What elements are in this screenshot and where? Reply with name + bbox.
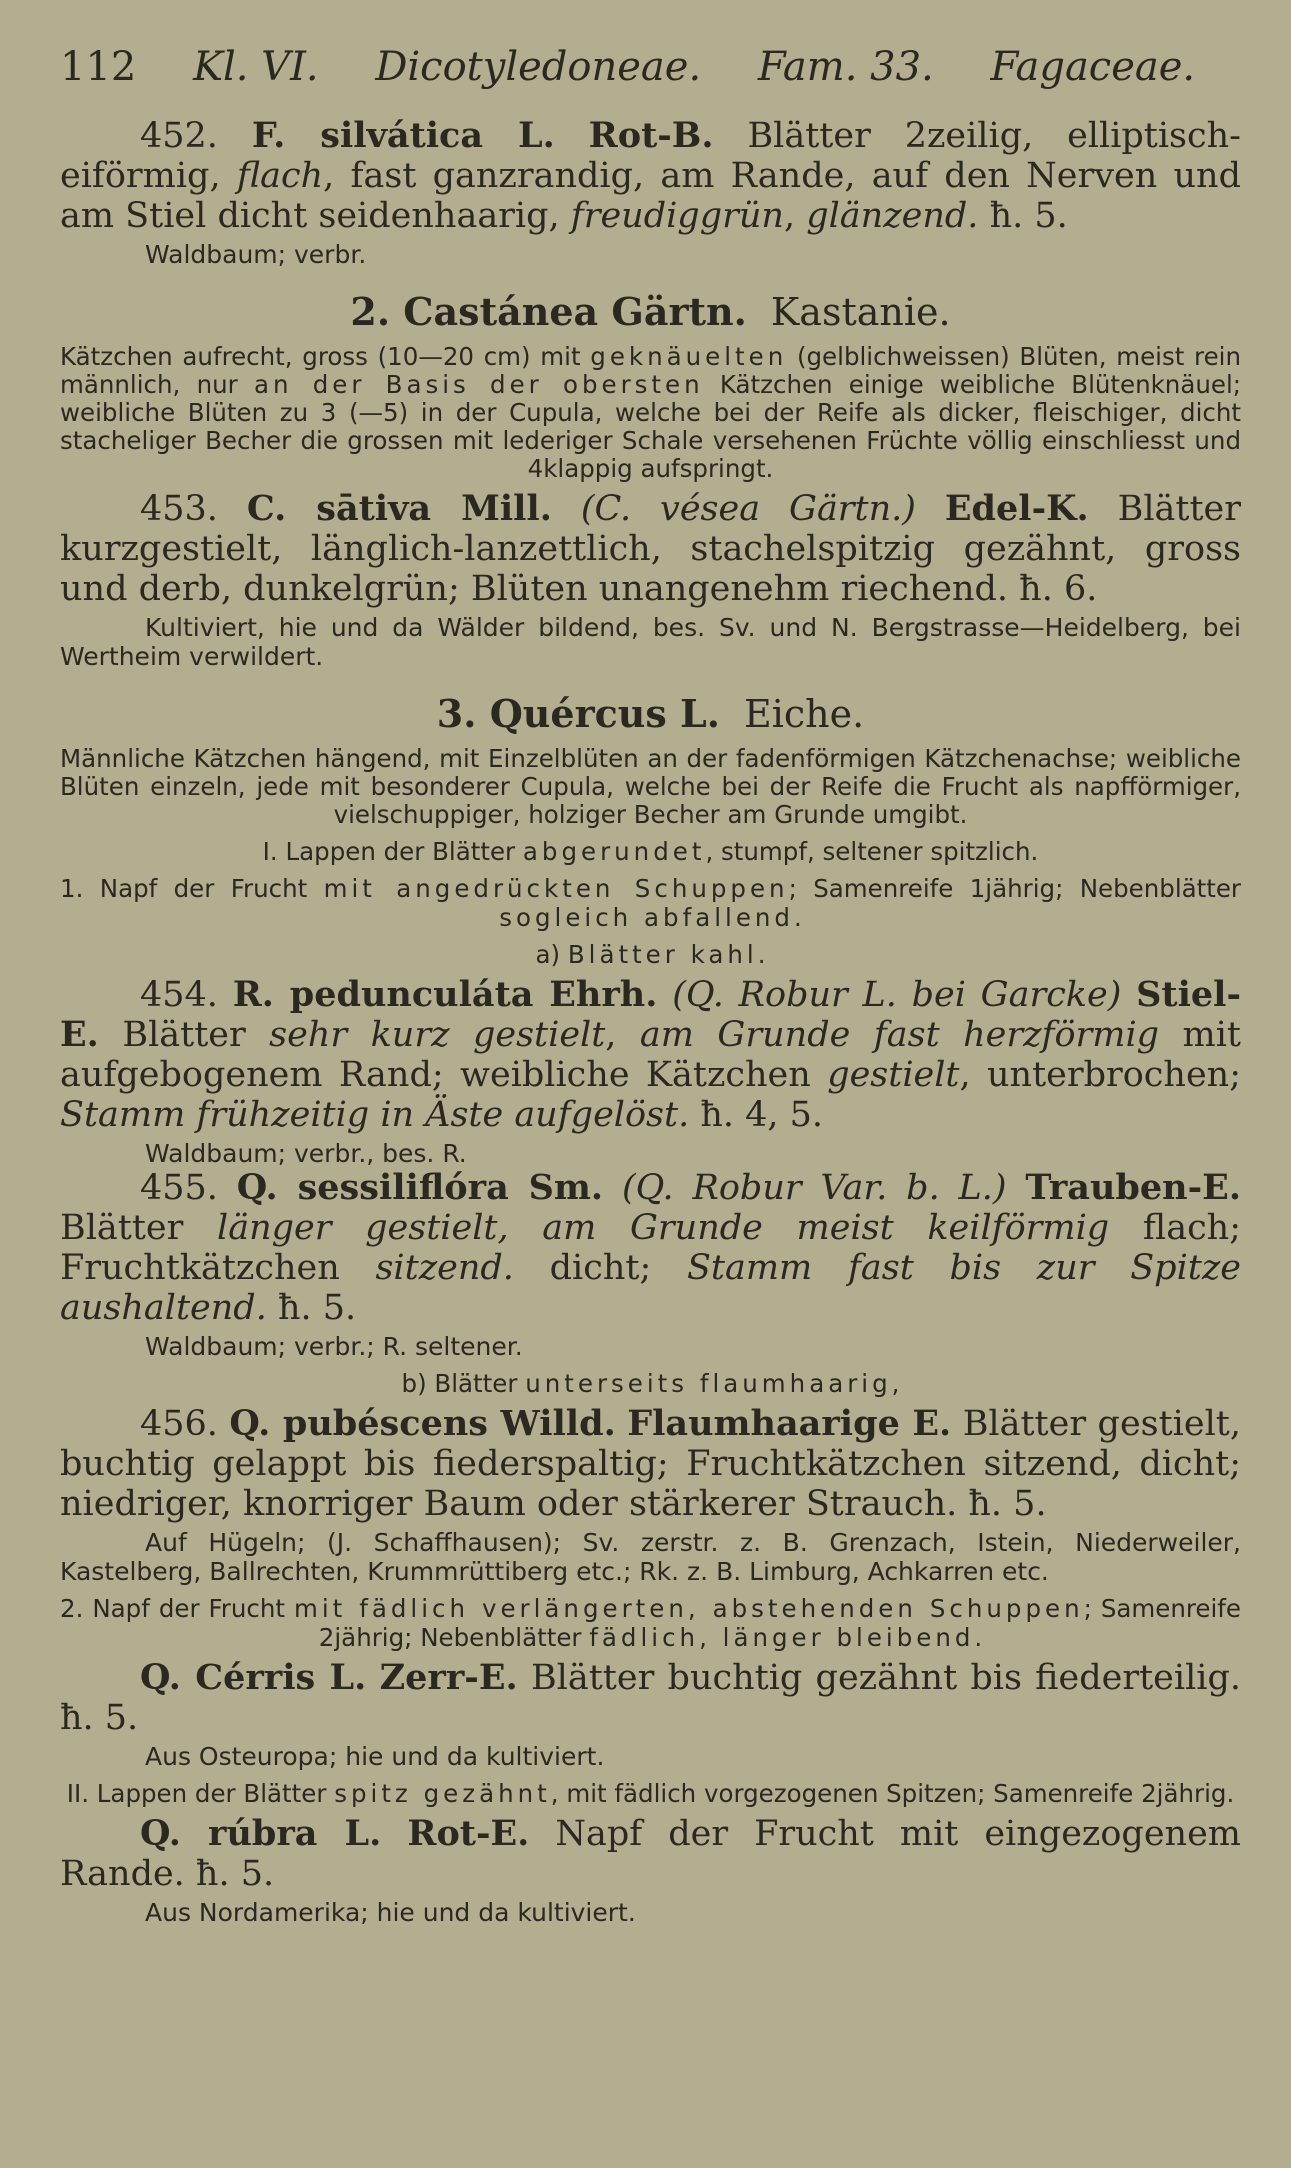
description-italic: Stamm fast bis zur Spitze aushaltend. (60, 1248, 1242, 1328)
habitat-note: Waldbaum; verbr., bes. R. (145, 1139, 467, 1168)
genus-common-name: Eiche. (743, 692, 865, 736)
common-name: Zerr-E. (379, 1657, 518, 1698)
description-text: Blätter (98, 1015, 270, 1055)
spaced-emphasis: geknäuelten (590, 342, 788, 371)
habitat-note: Aus Nordamerika; hie und da kultiviert. (145, 1898, 636, 1927)
genus-heading-quercus (60, 689, 1241, 739)
species-name: C. sātiva Mill. (246, 488, 552, 529)
habitat-note: Kultiviert, hie und da Wälder bildend, bes. Sv. und N. Bergstrasse—Heidelberg, bei Wertheim verwildert. (60, 613, 1241, 671)
habitat-note: Aus Osteuropa; hie und da kultiviert. (145, 1742, 605, 1771)
species-name: Q. pubéscens Willd. (229, 1403, 616, 1444)
header-group: Dicotyledoneae. (375, 44, 702, 90)
description-text: Napf der Frucht mit eingezogenem Rande. ħ. 5. (60, 1814, 1241, 1894)
species-number: 452. (140, 116, 218, 156)
description-text: , unterbrochen; (959, 1055, 1241, 1095)
key-heading-a (60, 940, 1241, 969)
description-text: Blätter gestielt, buchtig gelappt bis fiederspaltig; Fruchtkätzchen sitzend, dicht; niedriger, knorriger Baum oder stärkerer Strauch. ħ. 5. (60, 1404, 1241, 1524)
species-number: 456. (140, 1404, 218, 1444)
spaced-emphasis: an der Basis der obersten (253, 370, 704, 399)
synonym: (C. vésea Gärtn.) (580, 489, 916, 529)
common-name: Edel-K. (944, 488, 1089, 529)
key-text: . (757, 940, 766, 969)
description-text: Blätter kurzgestielt, länglich-lanzettlich, stachelspitzig gezähnt, gross und derb, dunkelgrün; Blüten unangenehm riechend. ħ. 6. (60, 489, 1241, 609)
spaced-emphasis: unterseits flaumhaarig (525, 1369, 892, 1398)
common-name: Trauben-E. (1025, 1167, 1241, 1208)
species-name: F. silvática L. (251, 115, 555, 156)
genus-description (60, 343, 1241, 483)
key-text: , mit fädlich vorgezogenen Spitzen; Samenreife 2jährig. (550, 1779, 1235, 1808)
common-name: Stiel-E. (60, 974, 1241, 1055)
spaced-emphasis: mit fädlich verlängerten, abstehenden Schuppen (293, 1594, 1084, 1623)
key-text: . (974, 1623, 983, 1652)
header-klasse: Kl. VI. (193, 44, 319, 90)
key-text: I. Lappen der Blätter (262, 837, 523, 866)
key-text: II. Lappen der Blätter (66, 1779, 335, 1808)
description-text: Blätter 2zeilig, elliptisch-eiförmig, (60, 116, 1241, 196)
species-name: Q. Cérris L. (140, 1657, 367, 1698)
genus-name: 3. Quércus L. (436, 691, 720, 736)
species-number: 453. (140, 489, 218, 529)
species-entry-456 (60, 1404, 1241, 1524)
key-text: a) (535, 940, 568, 969)
species-number: 454. (140, 975, 218, 1015)
header-family-name: Fagaceae. (990, 44, 1196, 90)
species-name: Q. sessiliflóra Sm. (236, 1167, 604, 1208)
description-text: flach; Fruchtkätzchen (60, 1208, 1242, 1288)
description-italic: länger gestielt, am Grunde meist keilförmig (217, 1208, 1110, 1248)
spaced-emphasis: sogleich abfallend (499, 903, 794, 932)
habitat-note: Waldbaum; verbr.; R. seltener. (145, 1332, 523, 1361)
key-text: 1. Napf der Frucht (60, 874, 324, 903)
description-text: mit aufgebogenem Rand; weibliche Kätzchen (60, 1015, 1241, 1095)
description-italic: gestielt (827, 1055, 960, 1095)
description-italic: Stamm frühzeitig in Äste aufgelöst. (60, 1095, 690, 1135)
species-number: 455. (140, 1168, 218, 1208)
species-name: R. pedunculáta Ehrh. (232, 974, 658, 1015)
description-italic: glänzend. (806, 196, 979, 236)
description-text: ħ. 5. (978, 196, 1068, 236)
key-text: , (891, 1369, 900, 1398)
species-entry-455 (60, 1168, 1241, 1328)
page-number: 112 (60, 44, 137, 90)
description-text: Kätzchen aufrecht, gross (10—20 cm) mit (60, 342, 591, 371)
key-heading-1 (60, 874, 1241, 932)
species-entry-rubra (60, 1814, 1241, 1894)
header-familie: Fam. 33. (757, 44, 934, 90)
description-text: Blätter (60, 1208, 218, 1248)
common-name: Rot-E. (407, 1813, 530, 1854)
description-italic: freudiggrün (570, 196, 784, 236)
description-text: ħ. 5. (266, 1288, 357, 1328)
spaced-emphasis: mit angedrückten Schuppen (323, 874, 789, 903)
key-text: . (793, 903, 802, 932)
habitat-note: Waldbaum; verbr. (145, 240, 367, 269)
key-text: 2. Napf der Frucht (60, 1594, 294, 1623)
species-entry-cerris (60, 1658, 1241, 1738)
key-text: b) Blätter (401, 1369, 526, 1398)
description-text: ħ. 4, 5. (689, 1095, 824, 1135)
genus-heading-castanea (60, 287, 1241, 337)
genus-common-name: Kastanie. (770, 290, 951, 334)
description-text: Kätzchen einige weibliche Blütenknäuel; weibliche Blüten zu 3 (—5) in der Cupula, welche bei der Reife als dicker, fleischiger, dicht stacheliger Becher die grossen mit lederiger Schale versehenen Früchte völlig einschliesst und 4klappig aufspringt. (60, 370, 1242, 483)
description-italic: sitzend. (375, 1248, 514, 1288)
genus-name: 2. Castánea Gärtn. (350, 289, 747, 334)
key-heading-I (60, 837, 1241, 866)
running-header (60, 40, 1241, 94)
description-italic: am Grunde fast herzförmig (639, 1015, 1160, 1055)
species-name: Q. rúbra L. (140, 1813, 382, 1854)
key-heading-b (60, 1369, 1241, 1398)
synonym: (Q. Robur L. bei Garcke) (672, 975, 1122, 1015)
key-heading-II (60, 1779, 1241, 1808)
description-text: dicht; (513, 1248, 687, 1288)
description-italic: sehr kurz gestielt (269, 1015, 606, 1055)
description-text: (gelblichweissen) Blüten, meist rein männlich, nur (60, 342, 1242, 399)
spaced-emphasis: abgerundet (522, 837, 706, 866)
habitat-note: Auf Hügeln; (J. Schaffhausen); Sv. zerstr. z. B. Grenzach, Istein, Niederweiler, Kastelberg, Ballrechten, Krummrüttiberg etc.; Rk. z. B. Limburg, Achkarren etc. (60, 1528, 1241, 1586)
description-text: , (783, 196, 807, 236)
common-name: Flaumhaarige E. (627, 1403, 952, 1444)
spaced-emphasis: fädlich, länger bleibend (589, 1623, 975, 1652)
spaced-emphasis: Blätter kahl (567, 940, 758, 969)
description-text: , (605, 1015, 640, 1055)
key-text: ; Samenreife 1jährig; Nebenblätter (788, 874, 1241, 903)
species-entry-453 (60, 489, 1241, 609)
species-entry-452 (60, 116, 1241, 236)
genus-description: Männliche Kätzchen hängend, mit Einzelblüten an der fadenförmigen Kätzchenachse; weibliche Blüten einzeln, jede mit besonderer Cupula, welche bei der Reife die Frucht als napfförmiger, vielschuppiger, holziger Becher am Grunde umgibt. (60, 744, 1241, 829)
description-italic: flach (236, 156, 324, 196)
description-text: Blätter buchtig gezähnt bis fiederteilig. ħ. 5. (60, 1658, 1241, 1738)
species-entry-454 (60, 975, 1241, 1135)
key-heading-2 (60, 1594, 1241, 1652)
key-text: , stumpf, seltener spitzlich. (705, 837, 1039, 866)
key-text: ; Samenreife 2jährig; Nebenblätter (318, 1594, 1241, 1652)
description-text: , fast ganzrandig, am Rande, auf den Nerven und am Stiel dicht seidenhaarig, (60, 156, 1241, 236)
synonym: (Q. Robur Var. b. L.) (621, 1168, 1007, 1208)
spaced-emphasis: spitz gezähnt (334, 1779, 551, 1808)
common-name: Rot-B. (588, 115, 714, 156)
